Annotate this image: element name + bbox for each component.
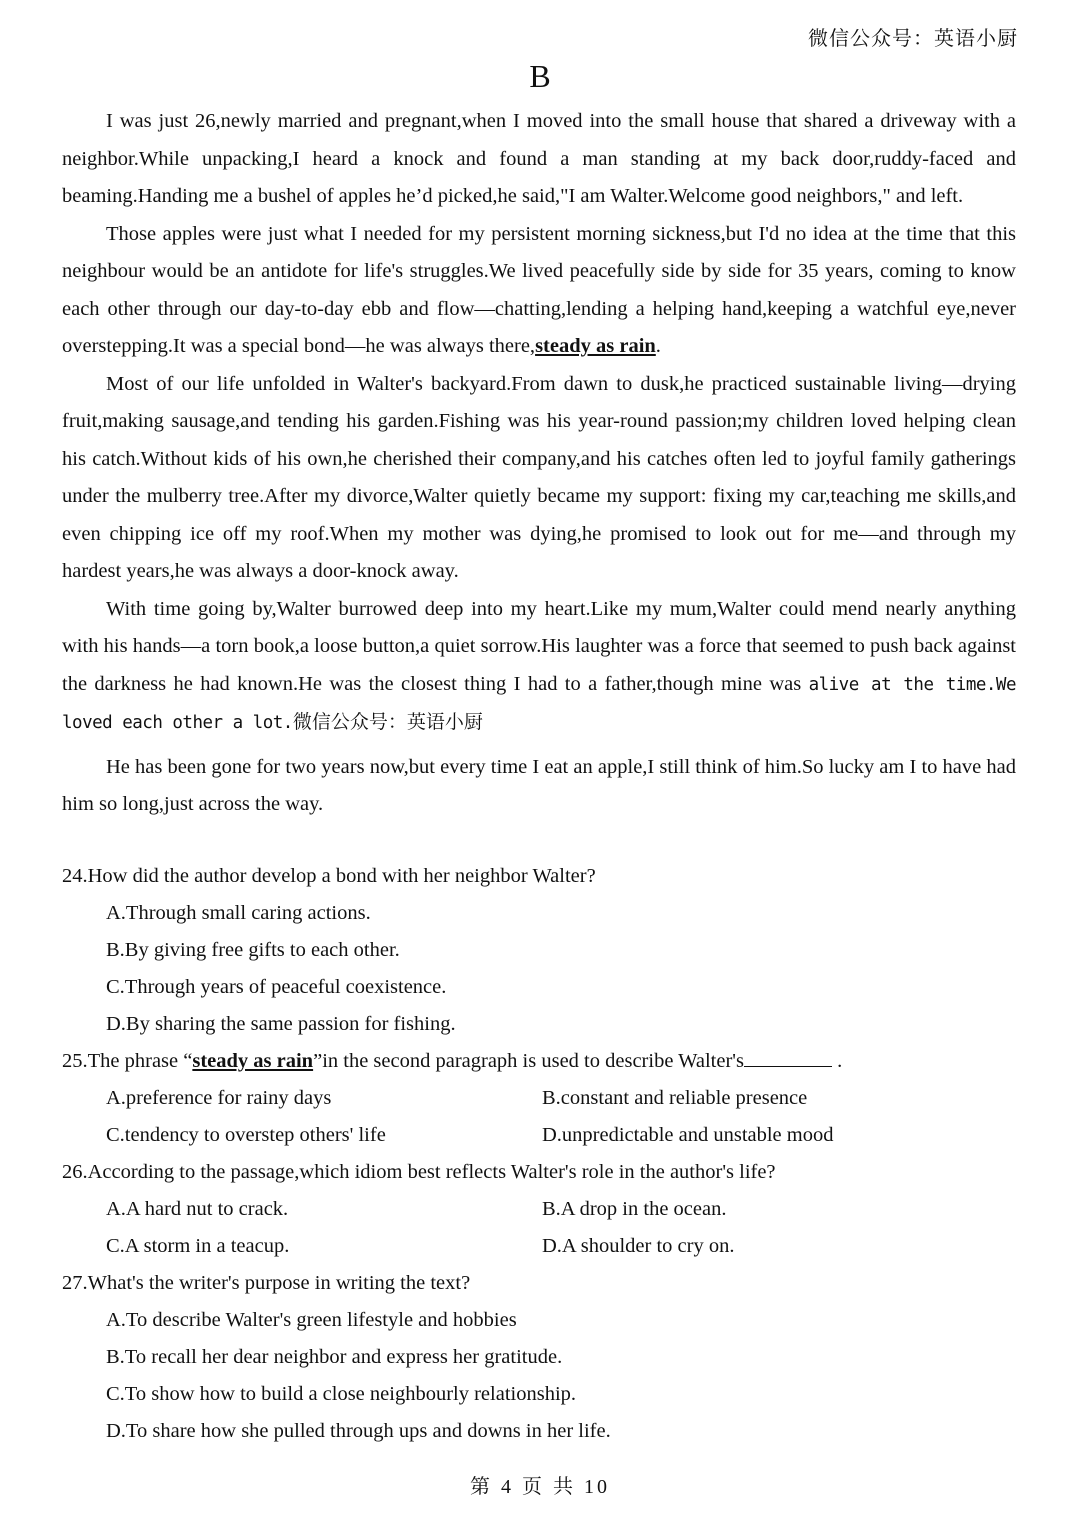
question-26-options-row-2 xyxy=(106,1228,1022,1265)
paragraph-3: Most of our life unfolded in Walter's backyard.From dawn to dusk,he practiced sustainable living—drying fruit,making sausage,and tending his garden.Fishing was his year-round passion;my children loved helping clean his catch.Without kids of his own,he cherished their company,and his catches often led to joyful family gatherings under the mulberry tree.After my divorce,Walter quietly became my support: fixing my car,teaching me skills,and even chipping ice off my roof.When my mother was dying,he promised to look out for me—and through my hardest years,he was always a door-knock away. xyxy=(62,372,1016,582)
question-26-options-row-1 xyxy=(106,1191,1022,1228)
question-24-option-d: D.By sharing the same passion for fishing. xyxy=(106,1013,456,1035)
question-27-option-a: A.To describe Walter's green lifestyle and hobbies xyxy=(106,1309,517,1331)
paragraph-4-watermark-text: 微信公众号：英语小厨 xyxy=(292,711,483,733)
question-25-stem xyxy=(62,1043,1022,1080)
paragraph-5: He has been gone for two years now,but every time I eat an apple,I still think of him.So lucky am I to have had him so long,just across the way. xyxy=(62,755,1016,815)
question-25-stem-start: 25.The phrase “ xyxy=(62,1050,193,1072)
question-25-option-c: C.tendency to overstep others' life xyxy=(106,1124,386,1146)
question-26-option-c: C.A storm in a teacup. xyxy=(106,1235,290,1257)
question-25-option-b: B.constant and reliable presence xyxy=(542,1087,808,1109)
question-27-option-d: D.To share how she pulled through ups and downs in her life. xyxy=(106,1420,611,1442)
question-24-option-c: C.Through years of peaceful coexistence. xyxy=(106,976,447,998)
header-note: 微信公众号：英语小厨 xyxy=(808,28,1018,50)
paragraph-2-text: Those apples were just what I needed for my persistent morning sickness,but I'd no idea at the time that this neighbour would be an antidote for life's struggles.We lived peacefully side by side for 35 years, coming to know each other through our day-to-day ebb and flow—chatting,lending a helping hand,keeping a watchful eye,never overstepping.It was a special bond—he was always there, xyxy=(62,222,1016,357)
questions-section xyxy=(62,858,1022,1450)
paragraph-4-mono-text: alive at the time.We loved each other a lot. xyxy=(62,674,1017,733)
section-letter: B xyxy=(529,58,551,94)
question-24-stem: 24.How did the author develop a bond with her neighbor Walter? xyxy=(62,865,596,887)
question-26-option-b: B.A drop in the ocean. xyxy=(542,1198,727,1220)
question-25-stem-end: . xyxy=(837,1050,843,1072)
paragraph-2 xyxy=(62,216,1016,366)
question-25-option-a: A.preference for rainy days xyxy=(106,1087,332,1109)
answer-blank xyxy=(744,1048,832,1067)
question-27-stem: 27.What's the writer's purpose in writing the text? xyxy=(62,1272,471,1294)
question-24-option-a: A.Through small caring actions. xyxy=(106,902,371,924)
question-25-options-row-1 xyxy=(106,1080,1022,1117)
reading-passage xyxy=(62,103,1016,824)
page-number: 第 4 页 共 10 xyxy=(470,1476,610,1498)
question-25-stem-middle: ”in the second paragraph is used to describe Walter's xyxy=(313,1050,744,1072)
question-25-options-row-2 xyxy=(106,1117,1022,1154)
question-25-option-d: D.unpredictable and unstable mood xyxy=(542,1124,834,1146)
question-27-option-b: B.To recall her dear neighbor and express her gratitude. xyxy=(106,1346,563,1368)
paragraph-4-text: With time going by,Walter burrowed deep into my heart.Like my mum,Walter could mend nearly anything with his hands—a torn book,a loose button,a quiet sorrow.His laughter was a force that seemed to push back against the darkness he had known.He was the closest thing I had to a father,though mine was xyxy=(62,597,1016,695)
question-26-option-d: D.A shoulder to cry on. xyxy=(542,1235,735,1257)
highlighted-phrase: steady as rain xyxy=(535,335,656,357)
paragraph-4 xyxy=(62,591,1016,743)
paragraph-2-end: . xyxy=(655,335,661,357)
question-25-phrase: steady as rain xyxy=(192,1050,314,1072)
question-26-stem: 26.According to the passage,which idiom best reflects Walter's role in the author's life? xyxy=(62,1161,776,1183)
paragraph-1: I was just 26,newly married and pregnant,when I moved into the small house that shared a driveway with a neighbor.While unpacking,I heard a knock and found a man standing at my back door,ruddy-faced and beaming.Handing me a bushel of apples he’d picked,he said,"I am Walter.Welcome good neighbors," and left. xyxy=(62,110,1016,207)
question-27-option-c: C.To show how to build a close neighbourly relationship. xyxy=(106,1383,577,1405)
question-26-option-a: A.A hard nut to crack. xyxy=(106,1198,289,1220)
question-24-option-b: B.By giving free gifts to each other. xyxy=(106,939,400,961)
